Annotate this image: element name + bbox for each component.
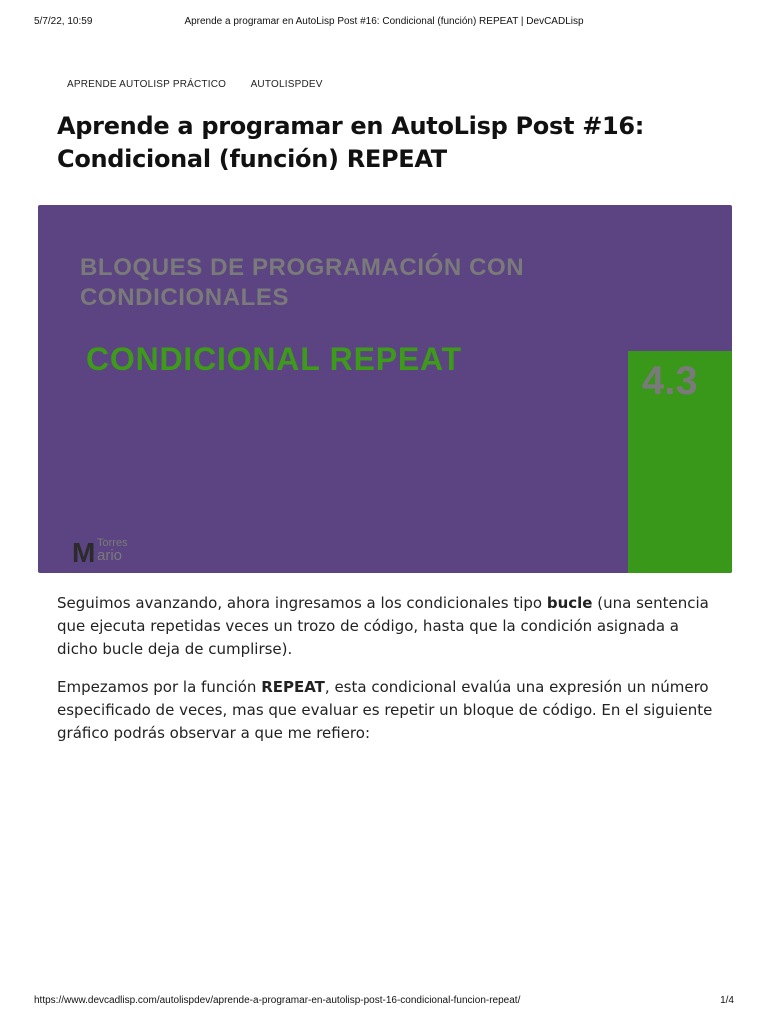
author-logo <box>72 535 142 565</box>
p1-text-before: Seguimos avanzando, ahora ingresamos a los condicionales tipo <box>57 594 547 612</box>
hero-image <box>38 205 732 573</box>
print-page-title: Aprende a programar en AutoLisp Post #16: Condicional (función) REPEAT | DevCADLisp <box>184 16 584 27</box>
p2-bold-repeat: REPEAT <box>261 678 325 696</box>
print-datetime: 5/7/22, 10:59 <box>34 16 93 27</box>
hero-green-block <box>628 351 732 573</box>
print-header <box>0 16 768 30</box>
hero-section-number: 4.3 <box>642 359 698 403</box>
author-logo-bottom: ario <box>97 547 123 564</box>
p1-text-after: (una sentencia que ejecuta repetidas veces un trozo de código, hasta que la condición asignada a dicho bucle deja de cumplirse). <box>57 594 709 658</box>
post-title: Aprende a programar en AutoLisp Post #16: Condicional (función) REPEAT <box>57 112 645 173</box>
author-logo-letter: M <box>72 537 96 565</box>
category-link-aprende-autolisp[interactable]: APRENDE AUTOLISP PRÁCTICO <box>67 79 227 90</box>
category-link-autolispdev[interactable]: AUTOLISPDEV <box>250 79 323 90</box>
print-page-number: 1/4 <box>720 995 734 1006</box>
p2-text-after: , esta condicional evalúa una expresión un número especificado de veces, mas que evaluar es repetir un bloque de código. En el siguiente gráfico podrás observar a que me refiero: <box>57 678 713 742</box>
hero-subheading: CONDICIONAL REPEAT <box>86 341 462 377</box>
paragraph-repeat <box>57 676 717 745</box>
p1-bold-bucle: bucle <box>546 594 593 612</box>
hero-heading: BLOQUES DE PROGRAMACIÓN CON CONDICIONALES <box>80 254 525 311</box>
author-logo-top: Torres <box>97 537 128 549</box>
paragraph-intro <box>57 592 717 661</box>
print-url: https://www.devcadlisp.com/autolispdev/aprende-a-programar-en-autolisp-post-16-condicional-funcion-repeat/ <box>34 995 521 1006</box>
category-list <box>67 79 345 90</box>
p2-text-before: Empezamos por la función <box>57 678 262 696</box>
